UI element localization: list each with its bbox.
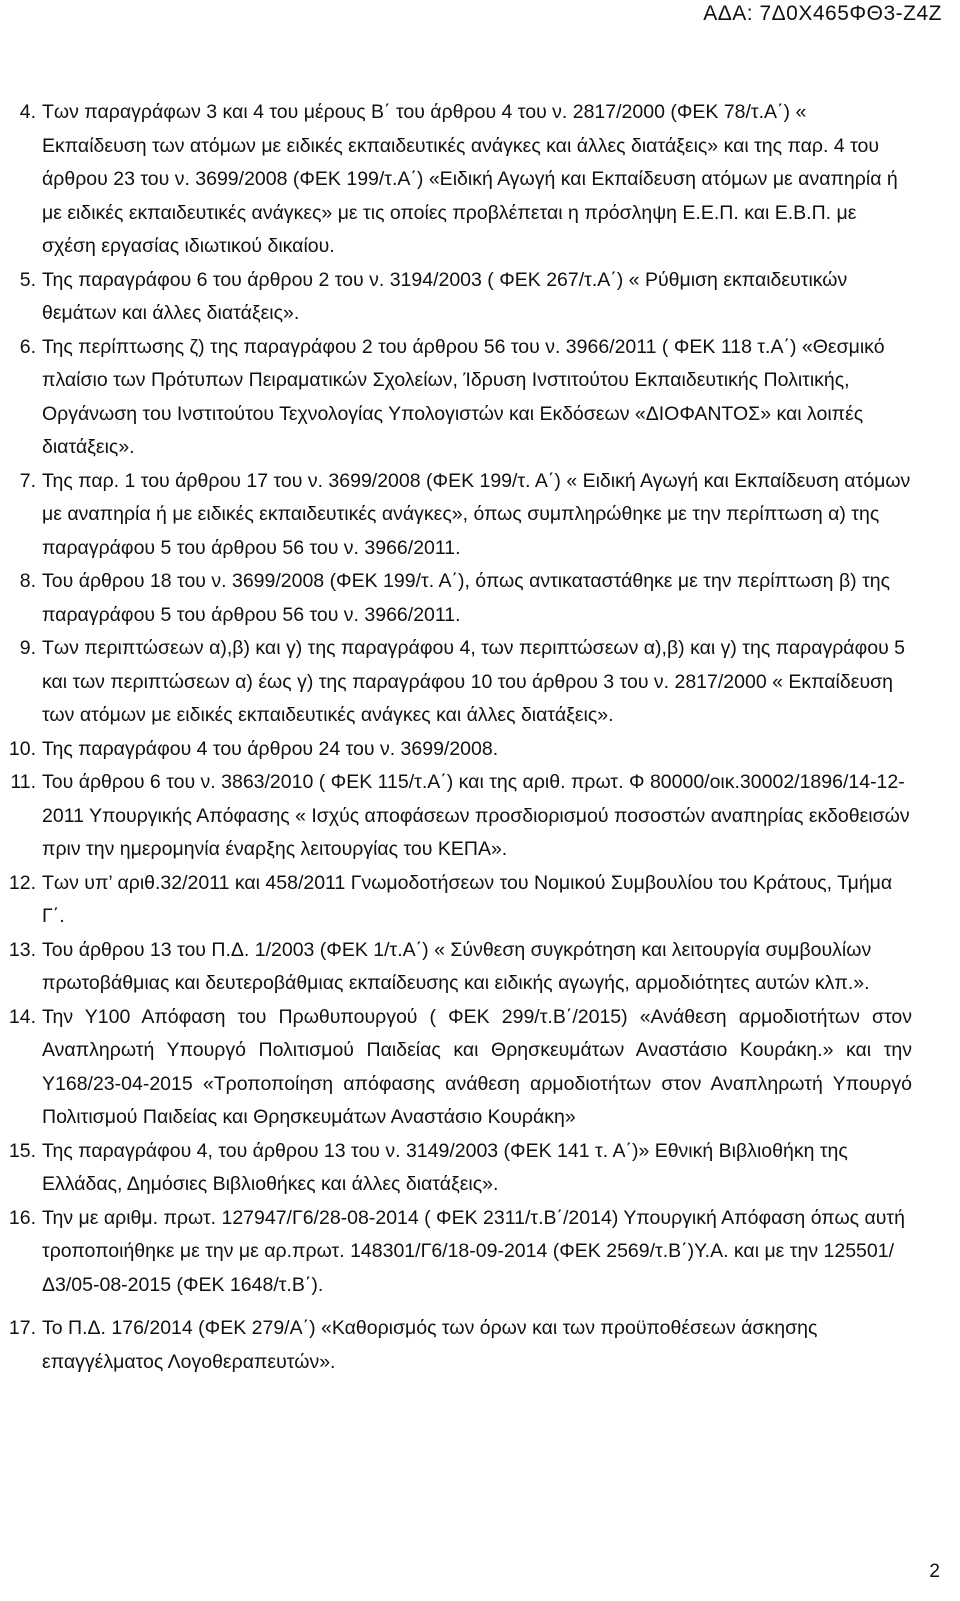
item-number: 4.: [19, 101, 36, 123]
item-text: Του άρθρου 6 του ν. 3863/2010 ( ΦΕΚ 115/τ.Α΄) και της αριθ. πρωτ. Φ 80000/οικ.30002/1896/14-12-2011 Υπουργικής Απόφασης « Ισχύς αποφάσεων προσδιορισμού ποσοστών αναπηρίας εκδοθεισών πριν την ημερομηνία έναρξης λειτουργίας του ΚΕΠΑ».: [42, 771, 910, 860]
page-number: 2: [929, 1561, 940, 1582]
item-text: Την με αριθμ. πρωτ. 127947/Γ6/28-08-2014 ( ΦΕΚ 2311/τ.Β΄/2014) Υπουργική Απόφαση όπως αυτή τροποποιήθηκε με την με αρ.πρωτ. 148301/Γ6/18-09-2014 (ΦΕΚ 2569/τ.Β΄)Υ.Α. και με την 125501/Δ3/05-08-2015 (ΦΕΚ 1648/τ.Β΄).: [42, 1206, 905, 1296]
list-item: [0, 96, 960, 264]
item-number: 10.: [8, 737, 36, 760]
item-number: 9.: [19, 637, 36, 659]
item-text: Της παραγράφου 4, του άρθρου 13 του ν. 3149/2003 (ΦΕΚ 141 τ. Α΄)» Εθνική Βιβλιοθήκη της Ελλάδας, Δημόσιες Βιβλιοθήκες και άλλες διατάξεις».: [42, 1139, 848, 1195]
item-text: Της παραγράφου 6 του άρθρου 2 του ν. 3194/2003 ( ΦΕΚ 267/τ.Α΄) « Ρύθμιση εκπαιδευτικών θεμάτων και άλλες διατάξεις».: [42, 268, 848, 324]
list-item: [0, 465, 960, 566]
ada-code: ΑΔΑ: 7Δ0Χ465ΦΘ3-Ζ4Ζ: [703, 2, 942, 25]
item-number: 8.: [19, 570, 36, 592]
list-item: [0, 264, 960, 331]
item-number: 13.: [8, 938, 36, 961]
list-item: [0, 934, 960, 1001]
item-text: Της παραγράφου 4 του άρθρου 24 του ν. 3699/2008.: [42, 737, 499, 760]
list-item: [0, 1135, 960, 1202]
list-item: [0, 565, 960, 632]
item-number: 16.: [8, 1206, 36, 1229]
list-item: [0, 331, 960, 465]
item-text: Των παραγράφων 3 και 4 του μέρους Β΄ του άρθρου 4 του ν. 2817/2000 (ΦΕΚ 78/τ.Α΄) « Εκπαίδευση των ατόμων με ειδικές εκπαιδευτικές ανάγκες και άλλες διατάξεις» και της παρ. 4 του άρθρου 23 του ν. 3699/2008 (ΦΕΚ 199/τ.Α΄) «Ειδική Αγωγή και Εκπαίδευση ατόμων με αναπηρία ή με ειδικές εκπαιδευτικές ανάγκες» με τις οποίες προβλέπεται η πρόσληψη Ε.Ε.Π. και Ε.Β.Π. με σχέση εργασίας ιδιωτικού δικαίου.: [42, 101, 898, 257]
list-item: [0, 867, 960, 934]
item-text: Του άρθρου 18 του ν. 3699/2008 (ΦΕΚ 199/τ. Α΄), όπως αντικαταστάθηκε με την περίπτωση β) της παραγράφου 5 του άρθρου 56 του ν. 3966/2011.: [42, 570, 891, 626]
item-number: 6.: [19, 335, 36, 358]
list-item: [0, 1202, 960, 1303]
item-number: 7.: [19, 469, 36, 492]
item-number: 14.: [8, 1005, 36, 1028]
item-text: Των περιπτώσεων α),β) και γ) της παραγράφου 4, των περιπτώσεων α),β) και γ) της παραγράφου 5 και των περιπτώσεων α) έως γ) της παραγράφου 10 του άρθρου 3 του ν. 2817/2000 « Εκπαίδευση των ατόμων με ειδικές εκπαιδευτικές ανάγκες και άλλες διατάξεις».: [42, 637, 905, 726]
item-number: 5.: [19, 268, 36, 291]
list-item: [0, 733, 960, 767]
list-item: [0, 632, 960, 733]
item-number: 11.: [10, 771, 36, 793]
item-number: 15.: [8, 1139, 36, 1162]
item-text: Της παρ. 1 του άρθρου 17 του ν. 3699/2008 (ΦΕΚ 199/τ. Α΄) « Ειδική Αγωγή και Εκπαίδευση ατόμων με αναπηρία ή με ειδικές εκπαιδευτικές ανάγκες», όπως συμπληρώθηκε με την περίπτωση α) της παραγράφου 5 του άρθρου 56 του ν. 3966/2011.: [42, 469, 911, 559]
item-text: Των υπ’ αριθ.32/2011 και 458/2011 Γνωμοδοτήσεων του Νομικού Συμβουλίου του Κράτους, Τμήμα Γ΄.: [42, 871, 893, 927]
legal-basis-list: [0, 96, 960, 1379]
item-number: 12.: [8, 871, 36, 894]
list-item: [0, 766, 960, 867]
item-text: Της περίπτωσης ζ) της παραγράφου 2 του άρθρου 56 του ν. 3966/2011 ( ΦΕΚ 118 τ.Α΄) «Θεσμικό πλαίσιο των Πρότυπων Πειραματικών Σχολείων, Ίδρυση Ινστιτούτου Εκπαιδευτικής Πολιτικής, Οργάνωση του Ινστιτούτου Τεχνολογίας Υπολογιστών και Εκδόσεων «ΔΙΟΦΑΝΤΟΣ» και λοιπές διατάξεις».: [42, 335, 885, 458]
list-item: [0, 1312, 960, 1379]
list-item: [0, 1001, 960, 1135]
item-text: Το Π.Δ. 176/2014 (ΦΕΚ 279/Α΄) «Καθορισμός των όρων και των προϋποθέσεων άσκησης επαγγέλματος Λογοθεραπευτών».: [42, 1317, 818, 1373]
item-number: 17.: [8, 1317, 36, 1339]
item-text: Την Υ100 Απόφαση του Πρωθυπουργού ( ΦΕΚ 299/τ.Β΄/2015) «Ανάθεση αρμοδιοτήτων στον Αναπληρωτή Υπουργό Πολιτισμού Παιδείας και Θρησκευμάτων Αναστάσιο Κουράκη.» και την Υ168/23-04-2015 «Τροποποίηση απόφασης ανάθεση αρμοδιοτήτων στον Αναπληρωτή Υπουργό Πολιτισμού Παιδείας και Θρησκευμάτων Αναστάσιο Κουράκη»: [42, 1005, 912, 1128]
item-text: Του άρθρου 13 του Π.Δ. 1/2003 (ΦΕΚ 1/τ.Α΄) « Σύνθεση συγκρότηση και λειτουργία συμβουλίων πρωτοβάθμιας και δευτεροβάθμιας εκπαίδευσης και ειδικής αγωγής, αρμοδιότητες αυτών κλπ.».: [42, 938, 872, 994]
